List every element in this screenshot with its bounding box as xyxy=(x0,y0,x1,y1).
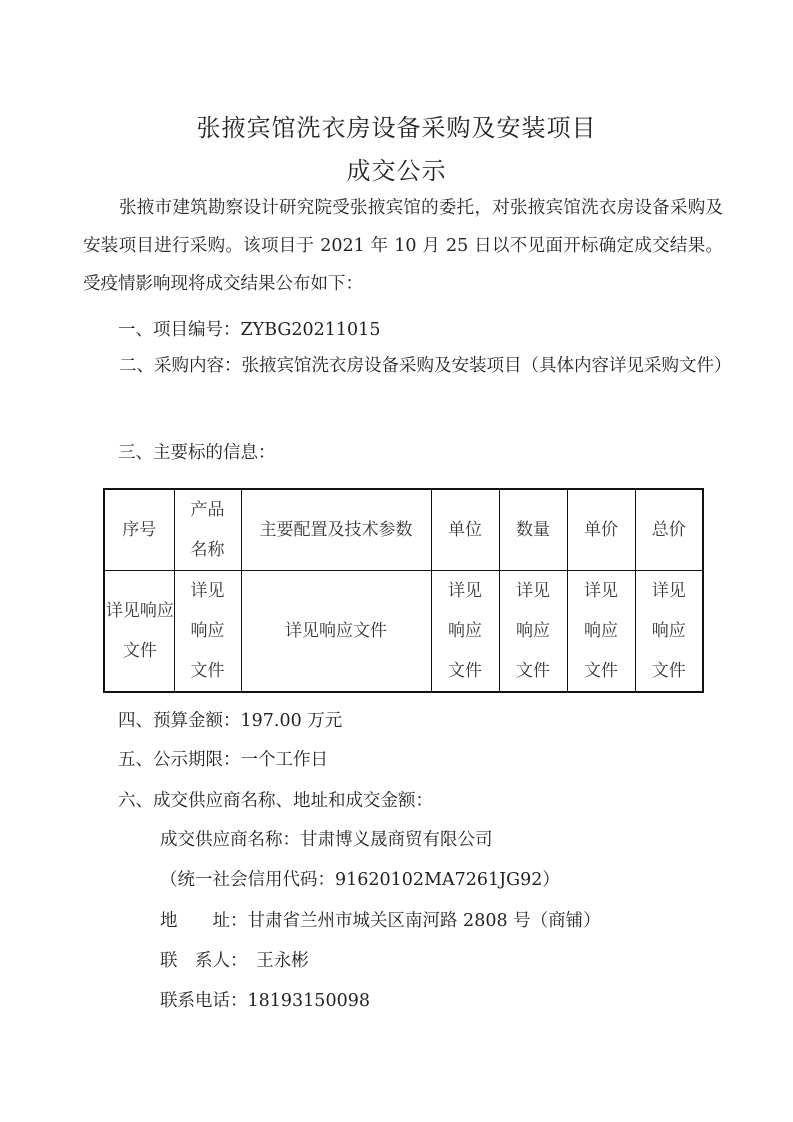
table-cell xyxy=(635,571,703,693)
item-procurement-content: 二、采购内容：张掖宾馆洗衣房设备采购及安装项目（具体内容详见采购文件） xyxy=(119,356,732,376)
item-notice-period: 五、公示期限：一个工作日 xyxy=(118,750,328,770)
table-cell-text: 详见响应文件 xyxy=(105,601,174,661)
table-cell xyxy=(174,571,241,693)
table-cell xyxy=(567,571,635,693)
item-supplier-heading: 六、成交供应商名称、地址和成交金额： xyxy=(118,791,433,811)
table-cell xyxy=(499,571,567,693)
table-cell xyxy=(431,571,499,693)
header-cell: 总价 xyxy=(635,489,703,571)
header-cell: 单价 xyxy=(567,489,635,571)
item-main-subject: 三、主要标的信息： xyxy=(118,443,276,463)
header-cell: 单位 xyxy=(431,489,499,571)
bid-info-table xyxy=(103,488,704,693)
table-cell-text: 详见响应文件 xyxy=(516,581,550,681)
header-cell xyxy=(174,489,241,571)
table-cell xyxy=(104,571,174,693)
table-cell-text: 详见响应文件 xyxy=(651,581,686,681)
table-cell: 详见响应文件 xyxy=(241,571,431,693)
document-title: 张掖宾馆洗衣房设备采购及安装项目 xyxy=(196,114,597,142)
item-project-number: 一、项目编号：ZYBG20211015 xyxy=(118,320,381,340)
table-cell-text: 详见响应文件 xyxy=(448,581,482,681)
table-header-row xyxy=(104,489,703,571)
supplier-phone: 联系电话：18193150098 xyxy=(160,991,370,1011)
table-row xyxy=(104,571,703,693)
table-cell-text: 详见响应文件 xyxy=(190,581,225,681)
supplier-credit-code: （统一社会信用代码：91620102MA7261JG92） xyxy=(160,870,560,890)
supplier-name: 成交供应商名称：甘肃博义晟商贸有限公司 xyxy=(160,830,493,850)
header-cell: 主要配置及技术参数 xyxy=(241,489,431,571)
header-cell-text: 产品名称 xyxy=(190,500,225,560)
supplier-address: 地 址：甘肃省兰州市城关区南河路 2808 号（商铺） xyxy=(160,911,601,931)
document-subtitle: 成交公示 xyxy=(346,157,447,185)
header-cell: 序号 xyxy=(104,489,174,571)
supplier-contact: 联 系人： 王永彬 xyxy=(160,951,309,971)
item-budget: 四、预算金额：197.00 万元 xyxy=(118,711,343,731)
header-cell: 数量 xyxy=(499,489,567,571)
intro-paragraph: 张掖市建筑勘察设计研究院受张掖宾馆的委托，对张掖宾馆洗衣房设备采购及安装项目进行采购。该项目于 2021 年 10 月 25 日以不见面开标确定成交结果。受疫情影响现将成交结果公布如下： xyxy=(83,198,723,294)
table-cell-text: 详见响应文件 xyxy=(584,581,618,681)
